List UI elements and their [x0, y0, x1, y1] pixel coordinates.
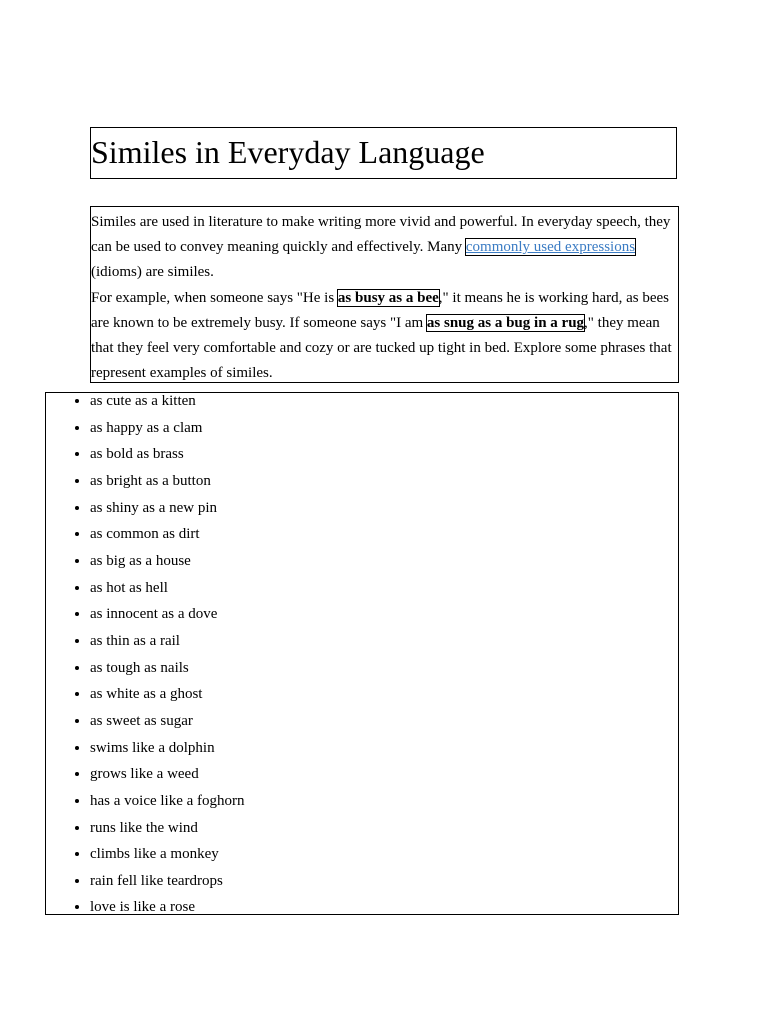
list-item: • grows like a weed	[90, 761, 678, 788]
simile-list	[46, 388, 678, 921]
list-item: • as happy as a clam	[90, 415, 678, 442]
list-item: • as sweet as sugar	[90, 708, 678, 735]
intro-paragraph-1	[91, 210, 678, 286]
list-item: • as cute as a kitten	[90, 388, 678, 415]
list-item: • as white as a ghost	[90, 681, 678, 708]
example-snug-as-a-bug: as snug as a bug in a rug	[426, 314, 585, 331]
list-item: • climbs like a monkey	[90, 841, 678, 868]
example-busy-as-a-bee: as busy as a bee	[337, 289, 439, 306]
list-item: • as hot as hell	[90, 575, 678, 602]
list-item: • as shiny as a new pin	[90, 495, 678, 522]
list-item: • has a voice like a foghorn	[90, 788, 678, 815]
intro-section	[90, 206, 679, 383]
example-text-start: For example, when someone says "He is	[91, 289, 338, 306]
example-text-end: ," they mean that they feel very comfortable and cozy or are tucked up tight in bed. Explore some phrases that represent examples of similes.	[91, 314, 672, 382]
list-item: • runs like the wind	[90, 815, 678, 842]
intro-text-end: (idioms) are similes.	[91, 264, 214, 281]
commonly-used-expressions-link[interactable]: commonly used expressions	[465, 239, 636, 256]
list-item: • as bold as brass	[90, 441, 678, 468]
list-item: • as thin as a rail	[90, 628, 678, 655]
title-box	[90, 127, 677, 179]
simile-list-box	[45, 392, 679, 915]
list-item: • as innocent as a dove	[90, 601, 678, 628]
list-item: • as common as dirt	[90, 521, 678, 548]
intro-text-start: Similes are used in literature to make writing more vivid and powerful. In everyday speech, they can be used to convey meaning quickly and effectively. Many	[91, 214, 671, 256]
intro-paragraph-2	[91, 286, 678, 387]
list-item: • as big as a house	[90, 548, 678, 575]
example-text-middle: ," it means he is working hard, as bees are known to be extremely busy. If someone says "I am	[91, 289, 670, 331]
list-item: • swims like a dolphin	[90, 735, 678, 762]
list-item: • as bright as a button	[90, 468, 678, 495]
list-item: • as tough as nails	[90, 655, 678, 682]
list-item: • love is like a rose	[90, 894, 678, 921]
list-item: • rain fell like teardrops	[90, 868, 678, 895]
page-title: Similes in Everyday Language	[91, 134, 485, 170]
